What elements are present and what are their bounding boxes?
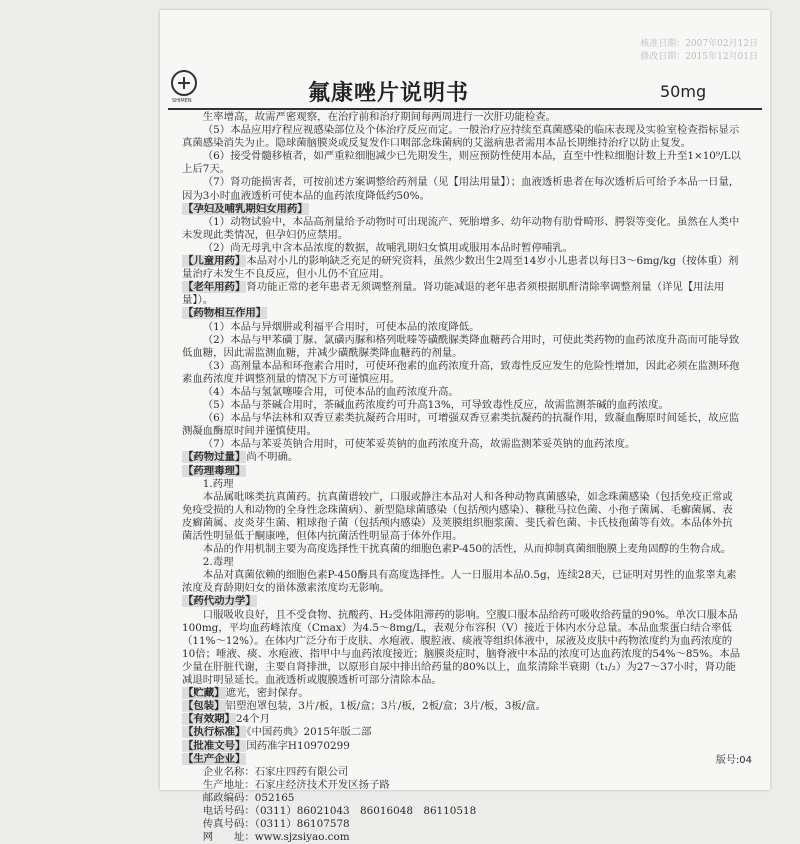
paragraph-text: 《中国药典》2015年版二部 xyxy=(246,726,372,739)
paragraph-text: 2.毒理 xyxy=(202,556,234,569)
body-paragraph xyxy=(182,412,742,438)
section-paragraph xyxy=(182,753,742,766)
body-paragraph xyxy=(182,334,742,360)
paragraph-text: （6）接受骨髓移植者，如严重粒细胞减少已先期发生，则应预防性使用本品，直至中性粒细胞计数上升至1×10⁹/L以上后7天。 xyxy=(182,150,741,176)
paragraph-text: （1）动物试验中，本品高剂量给予动物时可出现流产、死胎增多、幼年动物有肋骨畸形、腭裂等变化。虽然在人类中未发现此类情况，但孕妇仍应禁用。 xyxy=(182,215,740,241)
paragraph-text: （6）本品与华法林和双香豆素类抗凝药合用时，可增强双香豆素类抗凝药的抗凝作用，致凝血酶原时间延长，故应监测凝血酶原时间并谨慎使用。 xyxy=(182,412,740,438)
section-paragraph xyxy=(182,595,742,608)
section-heading: 【药代动力学】 xyxy=(183,595,256,608)
document-title: 氟康唑片说明书 xyxy=(308,81,470,106)
body-paragraph xyxy=(182,321,742,334)
section-paragraph xyxy=(182,687,742,700)
paragraph-text: 本品对小儿的影响缺乏充足的研究资料，虽然少数出生2周至14岁小儿患者以每日3～6mg/kg（按体重）剂量治疗未发生不良反应，但小儿仍不宜应用。 xyxy=(182,255,739,281)
body-paragraph xyxy=(182,111,742,124)
paragraph-text: 生率增高，故需严密观察，在治疗前和治疗期间每两周进行一次肝功能检查。 xyxy=(202,111,557,123)
section-paragraph xyxy=(182,740,742,753)
section-heading: 【包装】 xyxy=(183,700,225,713)
paragraph-text: （3）高剂量本品和环孢素合用时，可使环孢素的血药浓度升高，致毒性反应发生的危险性增加，因此必须在监测环孢素血药浓度并调整剂量的情况下方可谨慎应用。 xyxy=(182,359,740,385)
paragraph-text: （5）本品与茶碱合用时，茶碱血药浓度约可升高13%，可导致毒性反应，故需监测茶碱的血药浓度。 xyxy=(202,399,669,412)
section-heading: 【老年用药】 xyxy=(183,281,246,294)
paragraph-text: （2）本品与甲苯磺丁脲、氯磺丙脲和格列吡嗪等磺酰脲类降血糖药合用时，可使此类药物的血药浓度升高而可能导致低血糖，因此需监测血糖，并减少磺酰脲类降血糖药的剂量。 xyxy=(182,333,740,359)
logo-text: SHIMEN xyxy=(172,98,192,104)
paragraph-text: 尚不明确。 xyxy=(246,451,299,464)
section-heading: 【执行标准】 xyxy=(183,726,246,739)
section-heading: 【药理毒理】 xyxy=(183,464,246,477)
paragraph-text: 1.药理 xyxy=(202,477,234,490)
paragraph-text: 本品的作用机制主要为高度选择性干扰真菌的细胞色素P-450的活性，从而抑制真菌细胞膜上麦角固醇的生物合成。 xyxy=(202,543,732,556)
manufacturer-line: 网 址：www.sjzsiyao.com xyxy=(202,831,350,844)
header-rule xyxy=(168,108,762,110)
body-paragraph xyxy=(182,386,742,399)
leaflet-body xyxy=(182,111,742,844)
section-paragraph xyxy=(182,726,742,739)
body-paragraph xyxy=(182,438,742,451)
section-paragraph xyxy=(182,281,742,307)
section-heading: 【批准文号】 xyxy=(183,739,246,752)
section-heading: 【孕妇及哺乳期妇女用药】 xyxy=(183,202,308,215)
paragraph-text: 本品属吡咪类抗真菌药。抗真菌谱较广，口服或静注本品对人和各种动物真菌感染，如念珠菌感染（包括免疫正常或免疫受损的人和动物的全身性念珠菌病）、新型隐球菌感染（包括颅内感染）、糠秕马拉色菌、小孢子菌属、毛癣菌属、表皮癣菌属、皮炎芽生菌、粗球孢子菌（包括颅内感染）及荚膜组织胞浆菌、斐氏着色菌、卡氏枝孢菌等有效。本品体外抗菌活性明显低于酮康唑，但体内抗菌活性明显高于体外作用。 xyxy=(182,490,733,542)
section-heading: 【贮藏】 xyxy=(183,687,225,700)
paragraph-text: 本品对真菌依赖的细胞色素P-450酶具有高度选择性。人一日服用本品0.5g，连续28天，已证明对男性的血浆睾丸素浓度及育龄期妇女的甾体激素浓度均无影响。 xyxy=(182,569,737,595)
paragraph-text: 肾功能正常的老年患者无须调整剂量。肾功能减退的老年患者须根据肌酐清除率调整剂量（详见【用法用量】）。 xyxy=(182,281,725,307)
body-paragraph xyxy=(182,543,742,556)
manufacturer-line: 生产地址：石家庄经济技术开发区扬子路 xyxy=(202,778,390,791)
leaflet-sheet xyxy=(160,10,770,844)
body-paragraph xyxy=(182,360,742,386)
paragraph-text: （5）本品应用疗程应视感染部位及个体治疗反应而定。一般治疗应持续至真菌感染的临床表现及实验室检查指标显示真菌感染消失为止。隐球菌脑膜炎或反复发作口咽部念珠菌病的艾滋病患者需用本品长期维持治疗以防止复发。 xyxy=(182,124,740,150)
section-paragraph xyxy=(182,465,742,478)
manufacturer-line: 邮政编码：052165 xyxy=(202,791,295,804)
dose-label: 50mg xyxy=(660,82,707,101)
company-logo-icon xyxy=(171,70,197,96)
bleed-through-text: 核准日期：2007年02月12日 修改日期：2015年12月01日 xyxy=(640,39,758,62)
manufacturer-line: 电话号码：（0311）86021043 86016048 86110518 xyxy=(202,804,477,817)
body-paragraph xyxy=(182,569,742,595)
manufacturer-line: 传真号码：（0311）86107578 xyxy=(202,818,350,831)
section-paragraph xyxy=(182,700,742,713)
version-number: 版号:04 xyxy=(715,755,752,766)
section-heading: 【儿童用药】 xyxy=(183,255,246,268)
body-paragraph xyxy=(182,399,742,412)
section-paragraph xyxy=(182,255,742,281)
manufacturer-line: 企业名称：石家庄四药有限公司 xyxy=(202,765,349,778)
body-paragraph xyxy=(182,150,742,176)
paragraph-text: （2）尚无母乳中含本品浓度的数据，故哺乳期妇女慎用或服用本品时暂停哺乳。 xyxy=(202,241,574,254)
section-paragraph xyxy=(182,713,742,726)
section-paragraph xyxy=(182,203,742,216)
paragraph-text: 国药准字H10970299 xyxy=(246,739,350,752)
body-paragraph xyxy=(182,176,742,202)
paragraph-text: 遮光，密封保存。 xyxy=(225,687,309,700)
section-heading: 【生产企业】 xyxy=(183,752,246,765)
body-paragraph xyxy=(182,242,742,255)
paragraph-text: 口服吸收良好，且不受食物、抗酸药、H₂受体阻滞药的影响。空腹口服本品给药可吸收给药量的90%。单次口服本品100mg，平均血药峰浓度（Cmax）为4.5～8mg/L，表观分布容积（V）接近于体内水分总量。本品血浆蛋白结合率低（11%～12%）。在体内广泛分布于皮肤、水疱液、腹腔液、痰液等组织体液中，尿液及皮肤中药物浓度约为血药浓度的10倍；唾液、痰、水疱液、指甲中与血药浓度接近；脑膜炎症时，脑脊液中本品的浓度可达血药浓度的54%～85%。本品少量在肝脏代谢，主要自肾排泄，以原形自尿中排出给药量的80%以上，血浆清除半衰期（t₁/₂）为27～37小时，肾功能减退时明显延长。血液透析或腹膜透析可部分清除本品。 xyxy=(182,608,741,687)
paragraph-text: 铝塑泡罩包装，3片/板，1板/盒；3片/板，2板/盒；3片/板，3板/盒。 xyxy=(225,700,546,713)
section-heading: 【药物过量】 xyxy=(183,451,246,464)
paragraph-text: 24个月 xyxy=(235,713,270,726)
body-paragraph xyxy=(182,124,742,150)
section-heading: 【有效期】 xyxy=(183,713,235,726)
section-paragraph xyxy=(182,451,742,464)
body-paragraph xyxy=(182,556,742,569)
body-paragraph xyxy=(182,491,742,543)
paragraph-text: （4）本品与氢氯噻嗪合用，可使本品的血药浓度升高。 xyxy=(202,385,459,398)
paragraph-text: （7）肾功能损害者，可按前述方案调整给药剂量（见【用法用量】）；血液透析患者在每次透析后可给予本品一日量，因为3小时血液透析可使本品的血药浓度降低约50%。 xyxy=(182,176,740,202)
section-heading: 【药物相互作用】 xyxy=(183,307,267,320)
body-paragraph xyxy=(182,216,742,242)
manufacturer-info xyxy=(203,766,742,844)
paragraph-text: （7）本品与苯妥英钠合用时，可使苯妥英钠的血药浓度升高，故需监测苯妥英钠的血药浓度。 xyxy=(202,438,636,451)
body-paragraph xyxy=(182,609,742,688)
paragraph-text: （1）本品与异烟肼或利福平合用时，可使本品的浓度降低。 xyxy=(202,320,480,333)
section-paragraph xyxy=(182,307,742,320)
body-paragraph xyxy=(182,478,742,491)
